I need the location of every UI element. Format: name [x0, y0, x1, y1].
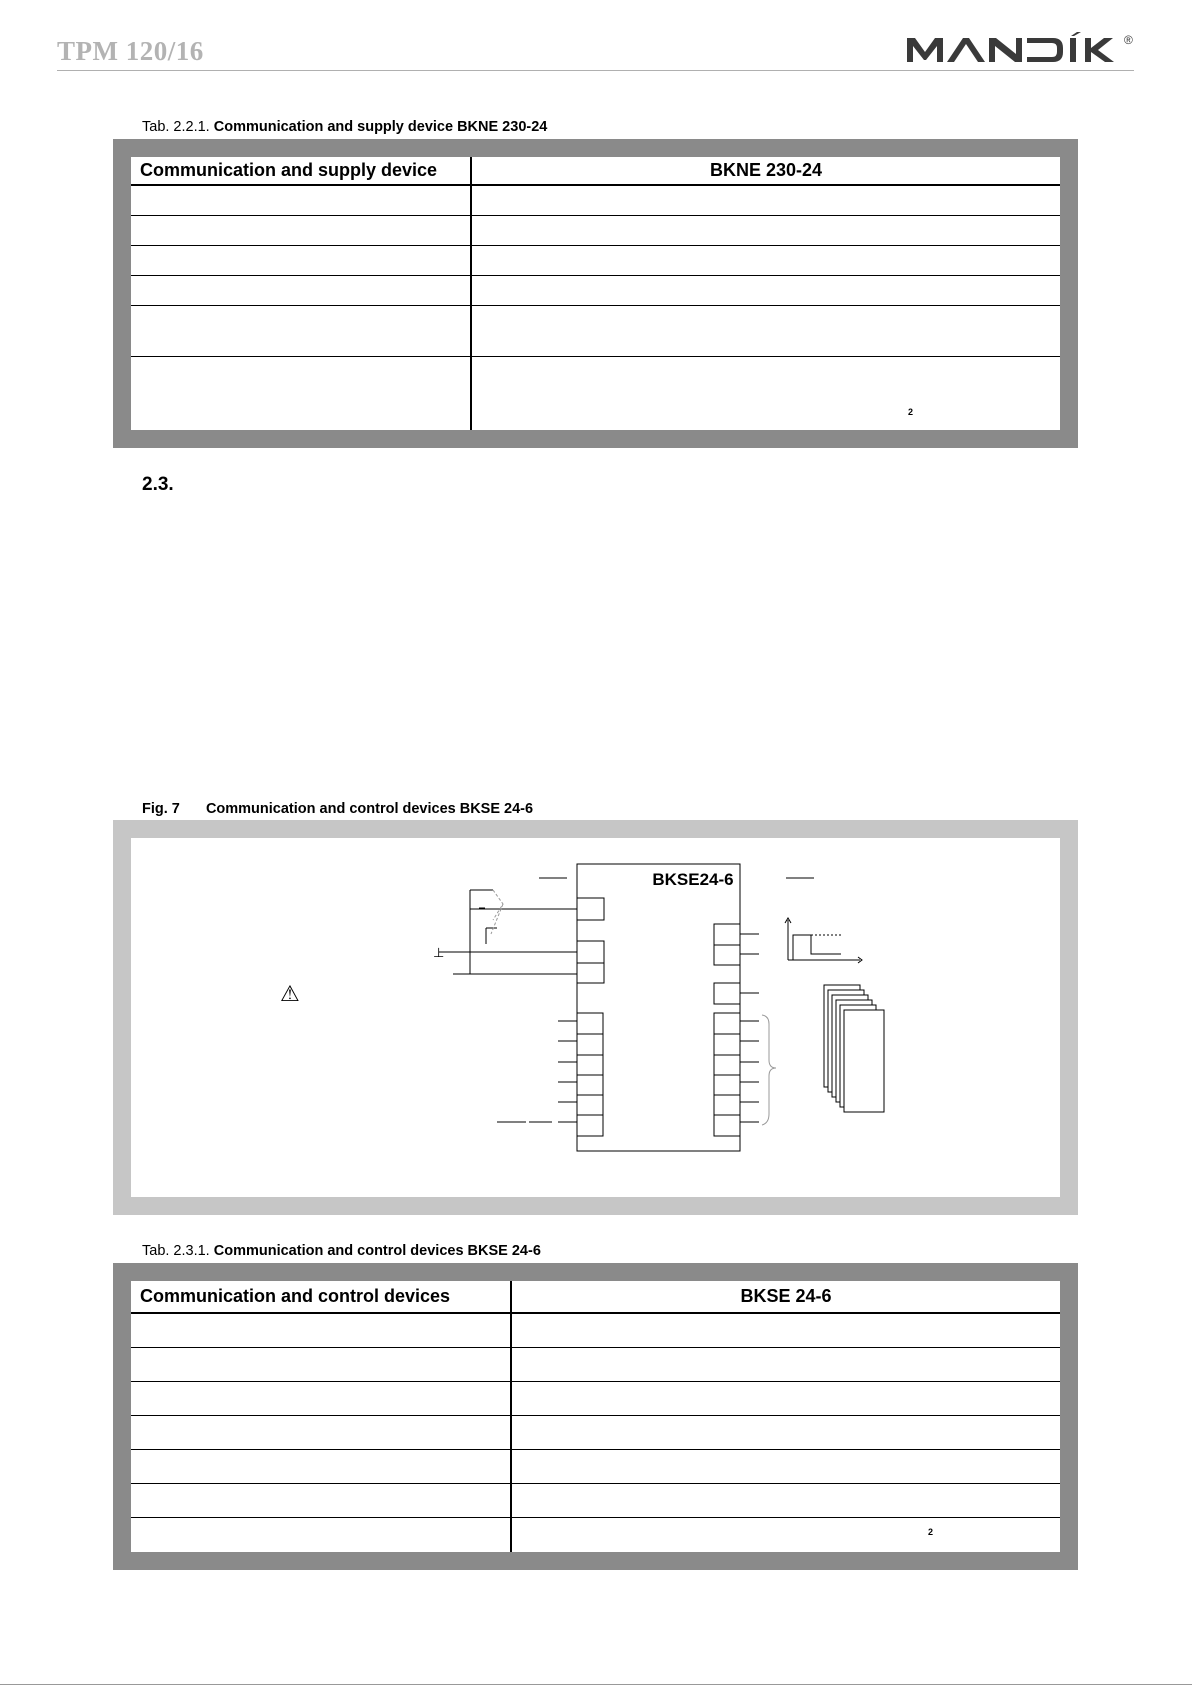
table-row: [131, 1415, 1060, 1449]
ground-symbol: ⊥: [433, 945, 445, 960]
terminal: [714, 1013, 740, 1034]
brace: [762, 1015, 776, 1125]
table-row: [131, 1517, 1060, 1552]
table2: [131, 1281, 1060, 1552]
document-code: TPM 120/16: [57, 36, 204, 66]
terminal: [577, 1095, 603, 1115]
terminal: [714, 983, 740, 1004]
figure-caption-lead: Fig. 7: [142, 801, 180, 817]
device-box: [577, 864, 740, 1151]
table-row: [131, 275, 1060, 305]
terminal: [577, 963, 604, 983]
table1-header-row: [131, 157, 1060, 185]
terminal: [577, 898, 604, 920]
terminal: [714, 1115, 740, 1136]
warning-icon: ⚠: [280, 981, 300, 1006]
terminal: [714, 1055, 740, 1075]
table-row: [131, 1313, 1060, 1347]
terminal: [577, 1115, 603, 1136]
terminal: [714, 1034, 740, 1055]
terminal: [577, 1075, 603, 1095]
terminal: [577, 1055, 603, 1075]
figure-inner: [131, 838, 1060, 1197]
table2-col-left: Communication and control devices: [131, 1281, 511, 1313]
table2-caption: [142, 1243, 541, 1259]
table1-col-right: BKNE 230-24: [471, 157, 1060, 185]
table1-caption: [142, 119, 547, 135]
table1: [131, 157, 1060, 430]
terminal: [577, 941, 604, 963]
table1-caption-lead: Tab. 2.2.1.: [142, 119, 210, 135]
terminal: [577, 1034, 603, 1055]
table-row: [131, 305, 1060, 356]
table2-frame: [113, 1263, 1078, 1570]
figure-caption: [142, 801, 533, 817]
table-row: [131, 1381, 1060, 1415]
table1-caption-title: Communication and supply device BKNE 230-24: [213, 119, 548, 135]
wiring-diagram: [131, 838, 1060, 1197]
figure-frame: [113, 820, 1078, 1215]
table-row: [131, 215, 1060, 245]
terminal: [714, 945, 740, 965]
header-rule: [57, 70, 1134, 71]
table2-inner: [131, 1281, 1060, 1552]
table-row: [131, 1483, 1060, 1517]
terminal: [714, 924, 740, 945]
mandik-logo: [905, 32, 1137, 72]
table2-footnote-mark: 2: [928, 1527, 934, 1537]
terminal: [714, 1075, 740, 1095]
table1-frame: [113, 139, 1078, 448]
device-label: BKSE24-6: [652, 870, 734, 889]
terminal: [577, 1013, 603, 1034]
table-row: [131, 356, 1060, 430]
table-row: [131, 1347, 1060, 1381]
table2-col-right: BKSE 24-6: [511, 1281, 1060, 1313]
figure-caption-title: Communication and control devices BKSE 24-6: [205, 801, 534, 817]
table1-inner: [131, 157, 1060, 430]
table-row: [131, 245, 1060, 275]
terminal: [714, 1095, 740, 1115]
table1-col-left: Communication and supply device: [131, 157, 471, 185]
table2-caption-title: Communication and control devices BKSE 24-6: [213, 1243, 541, 1259]
table2-header-row: [131, 1281, 1060, 1313]
table-row: [131, 185, 1060, 215]
table2-caption-lead: Tab. 2.3.1.: [142, 1243, 210, 1259]
section-number: 2.3.: [142, 474, 174, 495]
registered-mark: ®: [1124, 33, 1133, 47]
table1-footnote-mark: 2: [908, 407, 914, 417]
table-row: [131, 1449, 1060, 1483]
